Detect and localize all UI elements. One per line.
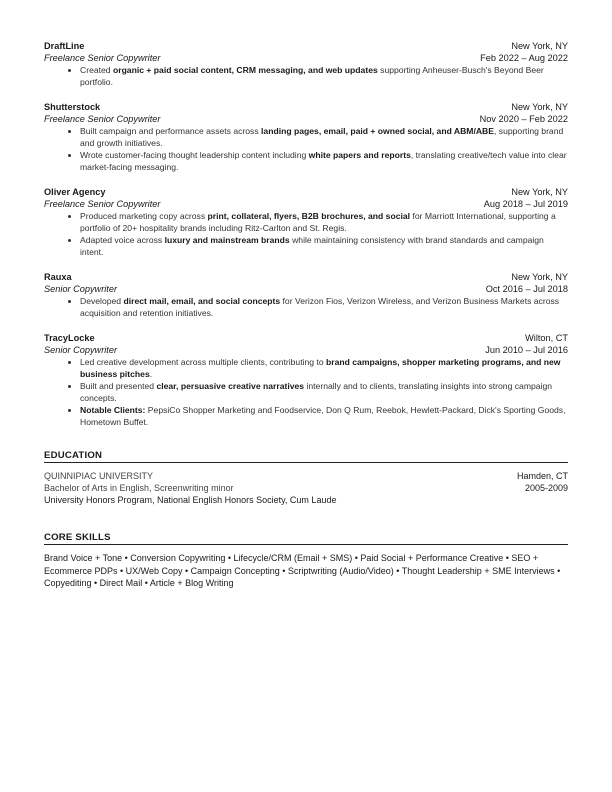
resume-page bbox=[44, 40, 568, 590]
job-title: Senior Copywriter bbox=[44, 345, 118, 355]
experience-section bbox=[44, 40, 568, 428]
job-dates: Nov 2020 – Feb 2022 bbox=[479, 114, 568, 124]
job-subheader bbox=[44, 283, 568, 295]
job-bullet: • Produced marketing copy across print, collateral, flyers, B2B brochures, and social for Marriott International, supporting a portfolio of 20+ hospitality brands including Ritz-Carlton and St. Regis. bbox=[80, 210, 568, 234]
education-section bbox=[44, 450, 568, 506]
section-heading: CORE SKILLS bbox=[44, 532, 568, 545]
job-entry bbox=[44, 332, 568, 428]
job-dates: Jun 2010 – Jul 2016 bbox=[485, 345, 568, 355]
job-subheader bbox=[44, 52, 568, 64]
job-bullet: • Created organic + paid social content, CRM messaging, and web updates supporting Anheuser-Busch's Beyond Beer portfolio. bbox=[80, 64, 568, 88]
job-bullet: • Notable Clients: PepsiCo Shopper Marketing and Foodservice, Don Q Rum, Reebok, Hewlett-Packard, Dick's Sporting Goods, Hometown Buffet. bbox=[80, 404, 568, 428]
degree: Bachelor of Arts in English, Screenwriting minor bbox=[44, 483, 234, 493]
job-dates: Feb 2022 – Aug 2022 bbox=[480, 53, 568, 63]
job-bullet: • Wrote customer-facing thought leadership content including white papers and reports, translating creative/tech value into clear market-facing messaging. bbox=[80, 149, 568, 173]
job-title: Senior Copywriter bbox=[44, 284, 118, 294]
company-name: DraftLine bbox=[44, 41, 85, 51]
job-header bbox=[44, 332, 568, 344]
job-entry bbox=[44, 271, 568, 319]
job-title: Freelance Senior Copywriter bbox=[44, 114, 161, 124]
job-entry bbox=[44, 40, 568, 88]
job-location: New York, NY bbox=[511, 102, 568, 112]
job-header bbox=[44, 101, 568, 113]
job-location: New York, NY bbox=[511, 272, 568, 282]
job-subheader bbox=[44, 113, 568, 125]
job-bullet: • Led creative development across multiple clients, contributing to brand campaigns, shopper marketing programs, and new business pitches. bbox=[80, 356, 568, 380]
job-dates: Aug 2018 – Jul 2019 bbox=[483, 199, 568, 209]
skills-section bbox=[44, 532, 568, 590]
job-header bbox=[44, 271, 568, 283]
education-degree-row bbox=[44, 482, 568, 494]
school-name: QUINNIPIAC UNIVERSITY bbox=[44, 471, 154, 481]
job-title: Freelance Senior Copywriter bbox=[44, 53, 161, 63]
honors: University Honors Program, National English Honors Society, Cum Laude bbox=[44, 495, 337, 505]
job-location: New York, NY bbox=[511, 41, 568, 51]
job-header bbox=[44, 186, 568, 198]
job-header bbox=[44, 40, 568, 52]
education-header bbox=[44, 470, 568, 482]
job-location: Wilton, CT bbox=[525, 333, 568, 343]
job-entry bbox=[44, 186, 568, 258]
job-dates: Oct 2016 – Jul 2018 bbox=[485, 284, 568, 294]
education-years: 2005-2009 bbox=[524, 483, 568, 493]
company-name: Shutterstock bbox=[44, 102, 101, 112]
job-bullets bbox=[44, 210, 568, 258]
job-bullet: • Developed direct mail, email, and social concepts for Verizon Fios, Verizon Wireless, and Verizon Business Markets across acquisition and retention initiatives. bbox=[80, 295, 568, 319]
job-bullet: • Adapted voice across luxury and mainstream brands while maintaining consistency with brand standards and campaign intent. bbox=[80, 234, 568, 258]
company-name: Oliver Agency bbox=[44, 187, 106, 197]
section-heading: EDUCATION bbox=[44, 450, 568, 463]
job-bullets bbox=[44, 356, 568, 428]
school-location: Hamden, CT bbox=[516, 471, 568, 481]
job-entry bbox=[44, 101, 568, 173]
job-bullets bbox=[44, 295, 568, 319]
job-bullets bbox=[44, 125, 568, 173]
education-honors-row bbox=[44, 494, 568, 506]
job-subheader bbox=[44, 198, 568, 210]
skills-list: Brand Voice + Tone • Conversion Copywriting • Lifecycle/CRM (Email + SMS) • Paid Social + Performance Creative • SEO + Ecommerce PDPs • UX/Web Copy • Campaign Concepting • Scriptwriting (Audio/Video) • Thought Leadership + SME Interviews • Copyediting • Direct Mail • Article + Blog Writing bbox=[44, 553, 561, 588]
company-name: Rauxa bbox=[44, 272, 72, 282]
job-bullet: • Built and presented clear, persuasive creative narratives internally and to clients, translating insights into strong campaign concepts. bbox=[80, 380, 568, 404]
job-subheader bbox=[44, 344, 568, 356]
job-bullet: • Built campaign and performance assets across landing pages, email, paid + owned social, and ABM/ABE, supporting brand and growth initiatives. bbox=[80, 125, 568, 149]
company-name: TracyLocke bbox=[44, 333, 95, 343]
job-location: New York, NY bbox=[511, 187, 568, 197]
job-title: Freelance Senior Copywriter bbox=[44, 199, 161, 209]
job-bullets bbox=[44, 64, 568, 88]
